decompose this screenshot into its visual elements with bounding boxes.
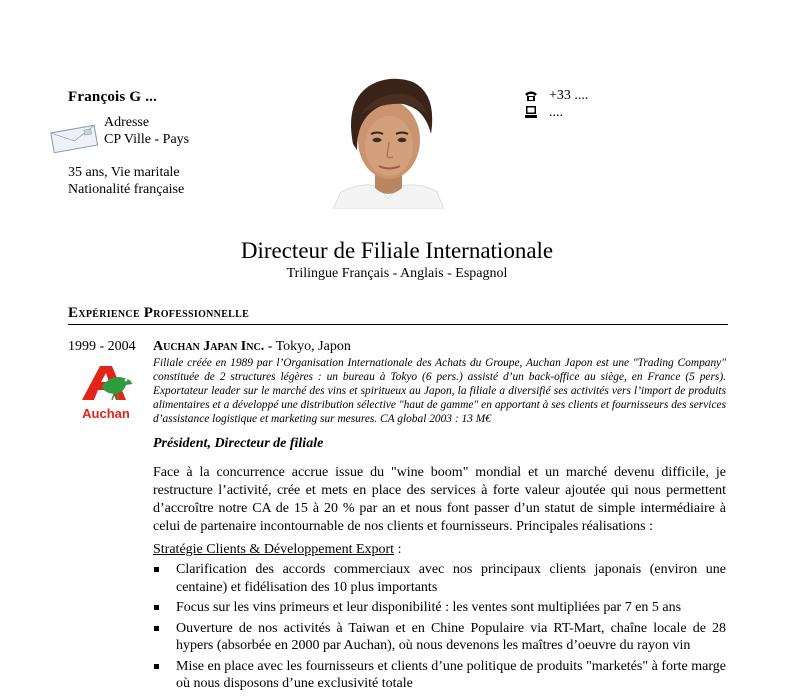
bullet-icon [154,605,159,610]
achievements-subheading: Stratégie Clients & Développement Export : [153,542,402,557]
company-description: Filiale créée en 1989 par l’Organisation Internationale des Achats du Groupe, Auchan Japon est une "Trading Company" constituée de 2 structures légères : un bureau à Tokyo (6 pers.) assisté d’un back-office au siège, en France (5 pers). Exportateur leader sur le marché des vins et spiritueux au Japon, la filiale a diversifié ses activités vers l’import de produits alimentaires et a développé une distribution sélective "haut de gamme" en apportant à ses clients et fournisseurs des services d’assistance logistique et marketing sur mesures. CA global 2003 : 13 M€ [153,357,726,425]
bullet-icon [154,664,159,669]
address-line-2: CP Ville - Pays [104,132,190,147]
phone-icon [522,90,540,102]
phone-row [522,87,588,104]
job-subtitle: Trilingue Français - Anglais - Espagnol [286,266,508,281]
candidate-name: François G ... [68,89,158,105]
company-location: - Tokyo, Japon [264,339,351,354]
envelope-icon [49,123,99,153]
company-line [153,339,351,355]
phone-number: +33 .... [549,88,589,103]
list-item: Clarification des accords commerciaux avec nos principaux clients japonais (environ une centaine) et fidélisation des 10 plus importants [153,561,726,596]
bullet-icon [154,567,159,572]
address-block [104,114,189,148]
age-status: 35 ans, Vie maritale [68,165,180,180]
profile-photo [331,74,446,209]
bullet-icon [154,626,159,631]
email-row [522,104,588,121]
role-title: Président, Directeur de filiale [153,436,324,451]
role-summary: Face à la concurrence accrue issue du "wine boom" mondial et un marché devenu difficile, je restructure l’activité, crée et mets en place des services à forte valeur ajoutée qui nous permettent d’accroître notre CA de 15 à 20 % par an et nous font passer d’un statut de simple intermédiaire à celui de partenaire incontournable de nos clients et fournisseurs. Principales réalisations : [153,465,726,534]
personal-info [68,164,184,198]
job-title: Directeur de Filiale Internationale [240,238,554,263]
list-item: Mise en place avec les fournisseurs et clients d’une politique de produits "marketés" à forte marge où nous disposons d’une exclusivité totale [153,658,726,693]
achievements-list [153,561,726,696]
contact-block [522,87,588,121]
address-line-1: Adresse [104,115,150,130]
section-experience-heading: Expérience Professionnelle [68,305,728,325]
list-item: Ouverture de nos activités à Taiwan et en Chine Populaire via RT-Mart, chaîne locale de 28 hypers (absorbée en 2000 par Auchan), où nous devenons les maîtres d’oeuvre du rayon vin [153,620,726,655]
nationality: Nationalité française [68,182,185,197]
list-item: Focus sur les vins primeurs et leur disponibilité : les ventes sont multipliées par 7 en 5 ans [153,599,726,617]
email-address: .... [549,105,563,120]
company-name: Auchan Japan Inc. [153,339,265,354]
auchan-logo-text: Auchan [82,406,130,421]
experience-dates: 1999 - 2004 [68,339,136,354]
computer-icon [522,106,540,119]
auchan-logo [78,360,134,422]
